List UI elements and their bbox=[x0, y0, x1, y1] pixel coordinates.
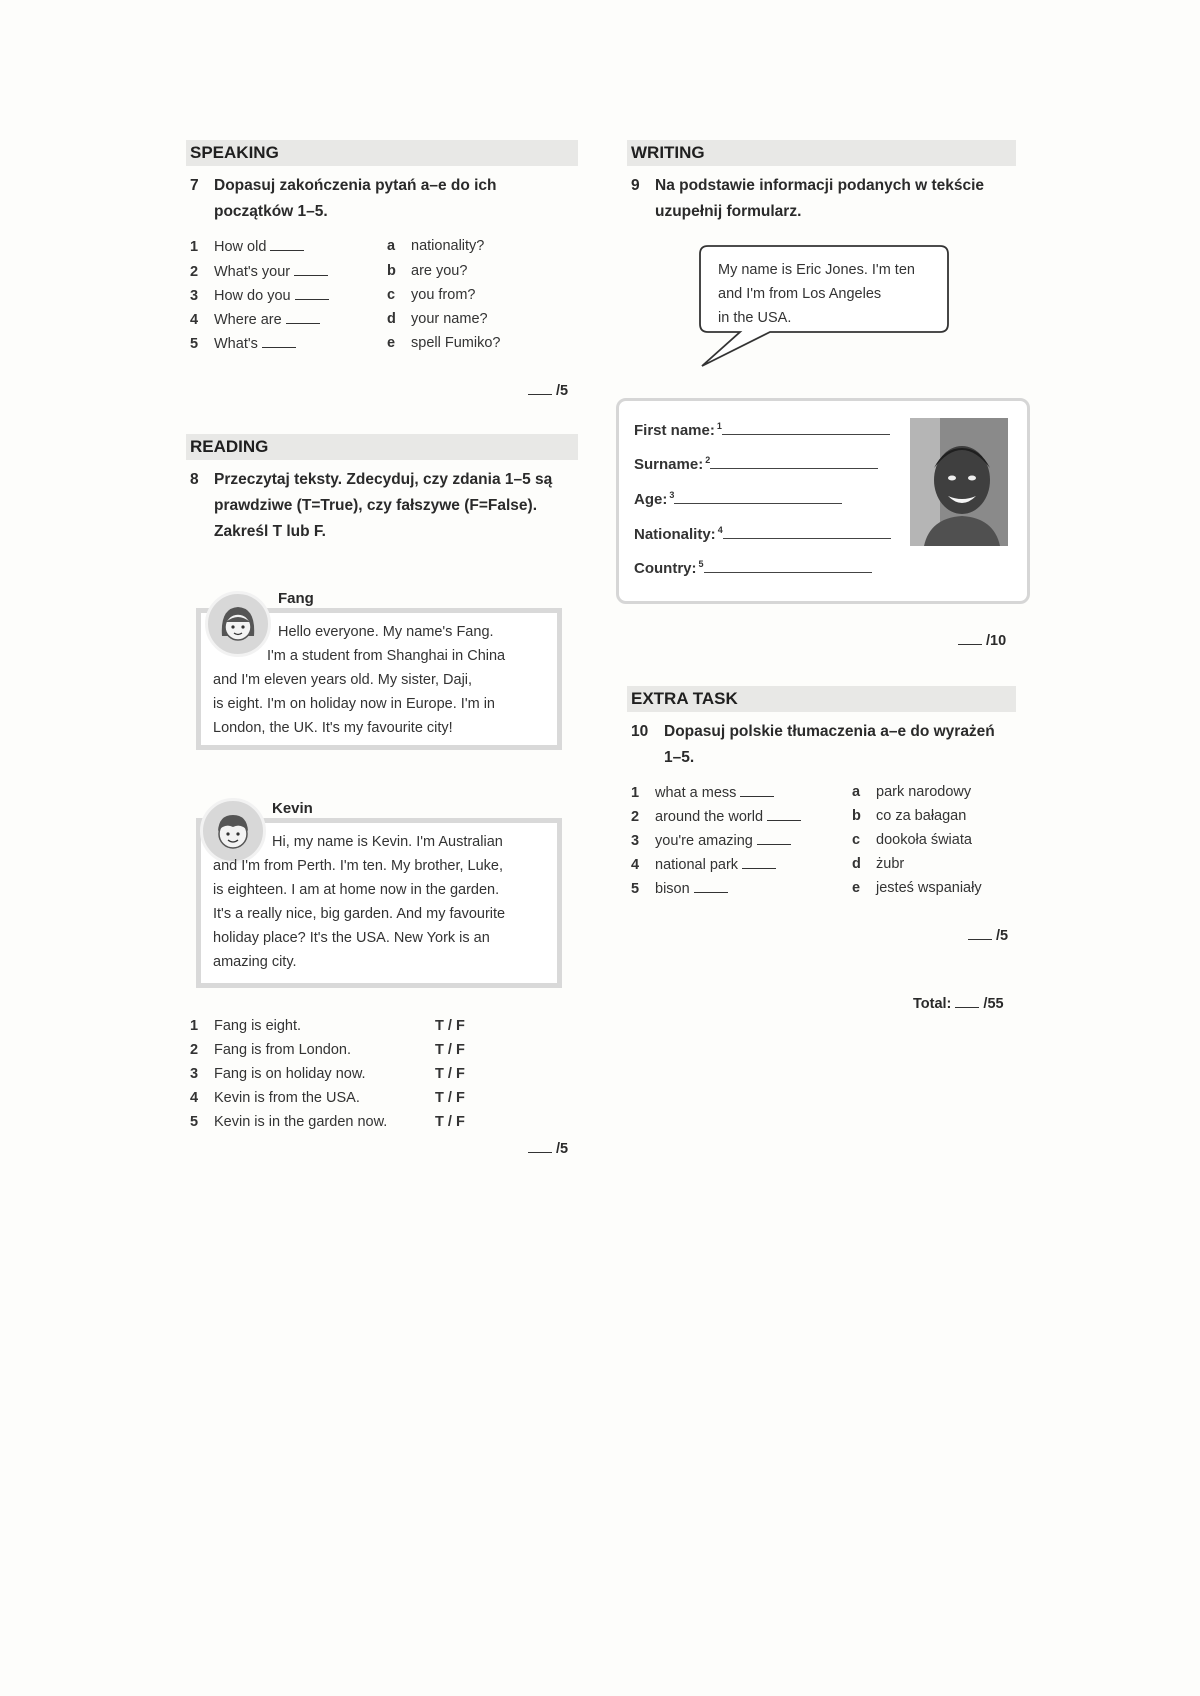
item-number: 4 bbox=[190, 312, 199, 328]
text-line: I'm a student from Shanghai in China bbox=[267, 648, 506, 664]
task-7-instruction bbox=[190, 173, 550, 225]
expression-item bbox=[631, 808, 801, 825]
item-number: 4 bbox=[631, 857, 640, 873]
speaking-score bbox=[528, 383, 568, 399]
translation-item bbox=[852, 856, 904, 872]
item-text: are you? bbox=[411, 263, 468, 279]
field-label: Country: bbox=[634, 560, 697, 577]
expression-item bbox=[631, 880, 728, 897]
item-letter: b bbox=[387, 263, 396, 279]
bubble-line: in the USA. bbox=[718, 310, 792, 326]
item-number: 5 bbox=[190, 1114, 199, 1130]
item-text: What's your bbox=[214, 264, 291, 280]
item-number: 1 bbox=[190, 1018, 199, 1034]
item-text: what a mess bbox=[655, 785, 737, 801]
text-line: and I'm from Perth. I'm ten. My brother, Luke, bbox=[213, 858, 504, 874]
text-line: is eighteen. I am at home now in the garden. bbox=[213, 882, 500, 898]
field-number: 4 bbox=[717, 525, 723, 535]
item-number: 5 bbox=[190, 336, 199, 352]
total-label: Total: bbox=[913, 996, 952, 1012]
answer-blank[interactable] bbox=[767, 808, 801, 821]
item-number: 3 bbox=[631, 833, 640, 849]
item-number: 2 bbox=[190, 264, 199, 280]
bubble-line: My name is Eric Jones. I'm ten bbox=[718, 262, 915, 278]
item-text: żubr bbox=[876, 856, 905, 872]
item-text: nationality? bbox=[411, 238, 485, 254]
fang-avatar bbox=[205, 591, 271, 657]
statement-row bbox=[190, 1114, 387, 1130]
score-blank[interactable] bbox=[958, 644, 982, 645]
score-max: /10 bbox=[986, 633, 1007, 649]
task-text: Na podstawie informacji podanych w tekście uzupełnij formularz. bbox=[655, 177, 985, 220]
question-start bbox=[190, 263, 328, 280]
text-line: and I'm eleven years old. My sister, Daji, bbox=[213, 672, 473, 688]
task-number: 7 bbox=[190, 177, 199, 194]
item-text: What's bbox=[214, 336, 258, 352]
writing-header: WRITING bbox=[627, 140, 1016, 166]
item-letter: a bbox=[387, 238, 396, 254]
text-line: amazing city. bbox=[213, 954, 297, 970]
task-number: 8 bbox=[190, 471, 199, 488]
statement-text: Fang is from London. bbox=[214, 1042, 352, 1058]
girl-face-icon bbox=[208, 594, 268, 654]
fang-name: Fang bbox=[278, 590, 314, 607]
item-letter: c bbox=[387, 287, 396, 303]
country-field[interactable] bbox=[704, 560, 872, 573]
statement-row bbox=[190, 1090, 360, 1106]
item-text: you from? bbox=[411, 287, 476, 303]
item-text: co za bałagan bbox=[876, 808, 967, 824]
item-number: 1 bbox=[190, 239, 199, 255]
true-false-choice[interactable]: T / F bbox=[435, 1018, 465, 1034]
item-number: 2 bbox=[190, 1042, 199, 1058]
field-label: First name: bbox=[634, 422, 715, 439]
field-number: 1 bbox=[716, 421, 722, 431]
field-label: Nationality: bbox=[634, 526, 716, 543]
item-letter: d bbox=[387, 311, 396, 327]
statement-text: Fang is on holiday now. bbox=[214, 1066, 366, 1082]
score-blank[interactable] bbox=[528, 1152, 552, 1153]
item-number: 4 bbox=[190, 1090, 199, 1106]
statement-row bbox=[190, 1018, 301, 1034]
item-number: 1 bbox=[631, 785, 640, 801]
item-text: dookoła świata bbox=[876, 832, 972, 848]
boy-photo bbox=[910, 418, 1008, 546]
task-number: 9 bbox=[631, 177, 640, 194]
expression-item bbox=[631, 856, 776, 873]
item-text: How old bbox=[214, 239, 267, 255]
true-false-choice[interactable]: T / F bbox=[435, 1042, 465, 1058]
score-max: /5 bbox=[556, 1141, 569, 1157]
item-text: you're amazing bbox=[655, 833, 753, 849]
true-false-choice[interactable]: T / F bbox=[435, 1066, 465, 1082]
question-ending bbox=[387, 263, 467, 279]
text-line: London, the UK. It's my favourite city! bbox=[213, 720, 453, 736]
form-row-country bbox=[634, 559, 872, 577]
item-text: jesteś wspaniały bbox=[876, 880, 982, 896]
form-row-age bbox=[634, 490, 842, 508]
task-10-instruction bbox=[631, 719, 1011, 771]
item-text: How do you bbox=[214, 288, 291, 304]
item-number: 2 bbox=[631, 809, 640, 825]
task-text: Dopasuj polskie tłumaczenia a–e do wyrażeń 1–5. bbox=[664, 723, 995, 766]
translation-item bbox=[852, 832, 972, 848]
task-number: 10 bbox=[631, 723, 649, 740]
true-false-choice[interactable]: T / F bbox=[435, 1090, 465, 1106]
task-text: Dopasuj zakończenia pytań a–e do ich początków 1–5. bbox=[214, 177, 497, 220]
score-blank[interactable] bbox=[955, 1007, 979, 1008]
extra-score bbox=[968, 928, 1008, 944]
answer-blank[interactable] bbox=[742, 856, 776, 869]
item-text: Where are bbox=[214, 312, 282, 328]
extra-task-header: EXTRA TASK bbox=[627, 686, 1016, 712]
item-letter: d bbox=[852, 856, 861, 872]
question-start bbox=[190, 311, 320, 328]
answer-blank[interactable] bbox=[294, 263, 328, 276]
kevin-name: Kevin bbox=[272, 800, 313, 817]
score-blank[interactable] bbox=[968, 939, 992, 940]
form-row-first-name bbox=[634, 421, 890, 439]
text-line: Hi, my name is Kevin. I'm Australian bbox=[272, 834, 503, 850]
item-letter: b bbox=[852, 808, 861, 824]
statement-text: Kevin is from the USA. bbox=[214, 1090, 360, 1106]
task-8-instruction bbox=[190, 467, 570, 545]
question-ending bbox=[387, 287, 475, 303]
boy-face-icon bbox=[203, 801, 263, 861]
item-letter: a bbox=[852, 784, 861, 800]
question-start bbox=[190, 238, 304, 255]
answer-blank[interactable] bbox=[694, 880, 728, 893]
surname-field[interactable] bbox=[710, 456, 878, 469]
field-number: 3 bbox=[669, 490, 675, 500]
item-text: spell Fumiko? bbox=[411, 335, 501, 351]
text-line: Hello everyone. My name's Fang. bbox=[278, 624, 494, 640]
first-name-field[interactable] bbox=[722, 422, 890, 435]
answer-blank[interactable] bbox=[757, 832, 791, 845]
true-false-choice[interactable]: T / F bbox=[435, 1114, 465, 1130]
translation-item bbox=[852, 808, 966, 824]
task-text: Przeczytaj teksty. Zdecyduj, czy zdania 1–5 są prawdziwe (T=True), czy fałszywe (F=False). Zakreśl T lub F. bbox=[214, 471, 553, 540]
reading-header: READING bbox=[186, 434, 578, 460]
translation-item bbox=[852, 784, 971, 800]
question-ending bbox=[387, 335, 500, 351]
expression-item bbox=[631, 832, 791, 849]
item-text: national park bbox=[655, 857, 739, 873]
field-number: 2 bbox=[705, 455, 711, 465]
statement-text: Fang is eight. bbox=[214, 1018, 302, 1034]
item-letter: e bbox=[852, 880, 861, 896]
form-row-nationality bbox=[634, 525, 891, 543]
item-letter: c bbox=[852, 832, 861, 848]
age-field[interactable] bbox=[674, 491, 842, 504]
item-text: around the world bbox=[655, 809, 764, 825]
answer-blank[interactable] bbox=[270, 238, 304, 251]
score-blank[interactable] bbox=[528, 394, 552, 395]
answer-blank[interactable] bbox=[740, 784, 774, 797]
bubble-line: and I'm from Los Angeles bbox=[718, 286, 882, 302]
statement-row bbox=[190, 1042, 351, 1058]
item-number: 3 bbox=[190, 288, 199, 304]
answer-blank[interactable] bbox=[286, 311, 320, 324]
text-line: It's a really nice, big garden. And my favourite bbox=[213, 906, 506, 922]
field-label: Age: bbox=[634, 491, 668, 508]
item-number: 5 bbox=[631, 881, 640, 897]
expression-item bbox=[631, 784, 774, 801]
score-max: /5 bbox=[996, 928, 1009, 944]
nationality-field[interactable] bbox=[723, 526, 891, 539]
item-text: bison bbox=[655, 881, 690, 897]
item-text: your name? bbox=[411, 311, 488, 327]
reading-score bbox=[528, 1141, 568, 1157]
answer-blank[interactable] bbox=[295, 287, 329, 300]
question-start bbox=[190, 287, 329, 304]
field-label: Surname: bbox=[634, 456, 704, 473]
statement-row bbox=[190, 1066, 366, 1082]
answer-blank[interactable] bbox=[262, 335, 296, 348]
score-max: /5 bbox=[556, 383, 569, 399]
boy-portrait-icon bbox=[910, 418, 1008, 546]
item-text: park narodowy bbox=[876, 784, 972, 800]
translation-item bbox=[852, 880, 982, 896]
question-start bbox=[190, 335, 296, 352]
statement-text: Kevin is in the garden now. bbox=[214, 1114, 388, 1130]
question-ending bbox=[387, 238, 484, 254]
text-line: holiday place? It's the USA. New York is an bbox=[213, 930, 490, 946]
writing-score bbox=[958, 633, 1006, 649]
field-number: 5 bbox=[698, 559, 704, 569]
speaking-header: SPEAKING bbox=[186, 140, 578, 166]
form-row-surname bbox=[634, 455, 878, 473]
item-letter: e bbox=[387, 335, 396, 351]
score-max: /55 bbox=[983, 996, 1004, 1012]
total-score bbox=[913, 996, 1004, 1012]
item-number: 3 bbox=[190, 1066, 199, 1082]
question-ending bbox=[387, 311, 488, 327]
task-9-instruction bbox=[631, 173, 1011, 225]
text-line: is eight. I'm on holiday now in Europe. I'm in bbox=[213, 696, 495, 712]
